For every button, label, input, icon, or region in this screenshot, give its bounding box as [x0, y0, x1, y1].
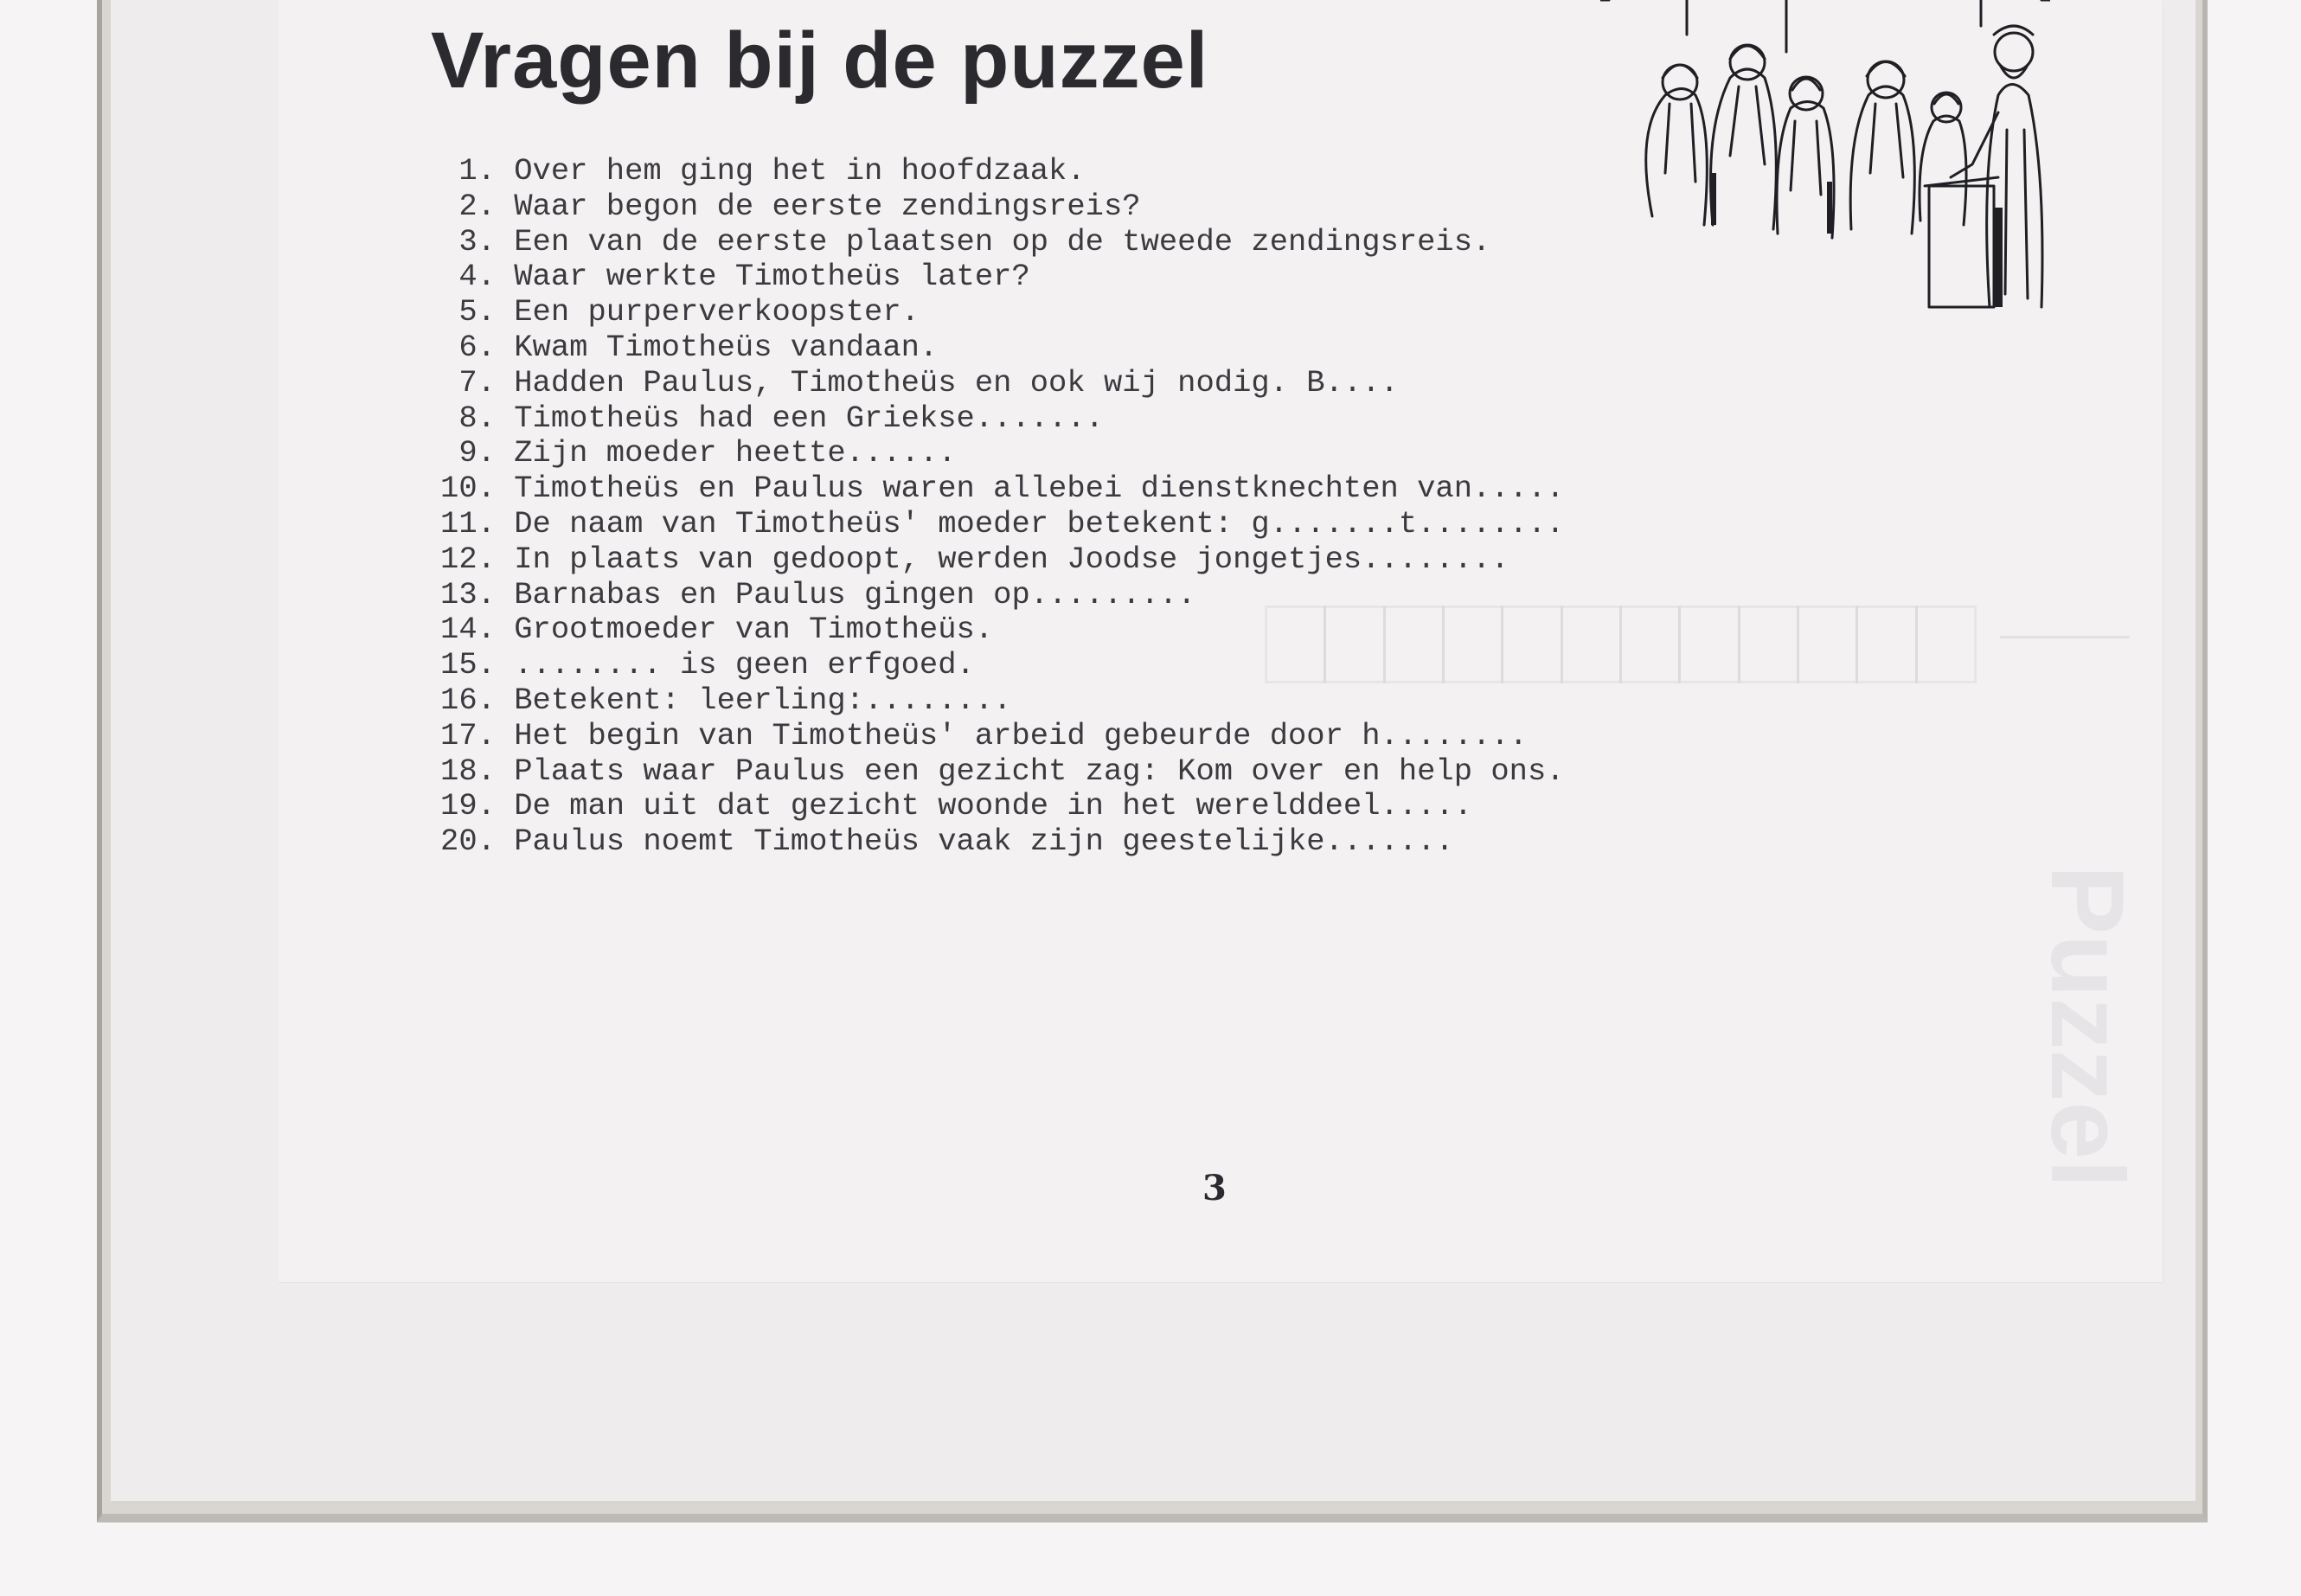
question-item	[407, 189, 1565, 225]
question-text: Kwam Timotheüs vandaan.	[514, 329, 939, 365]
question-number: 2.	[458, 188, 496, 224]
question-item	[407, 225, 1565, 260]
show-through-arrow	[2000, 636, 2130, 638]
question-number: 9.	[458, 435, 496, 471]
question-item	[407, 719, 1565, 754]
question-number: 5.	[458, 294, 496, 330]
question-number: 12.	[440, 541, 496, 577]
question-text: Het begin van Timotheüs' arbeid gebeurde door h........	[514, 717, 1528, 753]
question-number: 20.	[440, 824, 496, 860]
question-number: 18.	[440, 753, 496, 789]
question-number: 15.	[440, 647, 496, 683]
question-item	[407, 295, 1565, 330]
question-item	[407, 754, 1565, 790]
question-text: In plaats van gedoopt, werden Joodse jongetjes........	[514, 541, 1509, 577]
question-number: 8.	[458, 400, 496, 436]
question-item	[407, 330, 1565, 366]
question-number: 10.	[440, 471, 496, 507]
question-item	[407, 471, 1565, 507]
question-item	[407, 260, 1565, 295]
question-item	[407, 401, 1565, 437]
question-text: Timotheüs had een Griekse.......	[514, 400, 1104, 436]
question-text: Een van de eerste plaatsen op de tweede zendingsreis.	[514, 223, 1491, 260]
page-title: Vragen bij de puzzel	[431, 16, 1209, 105]
question-number: 11.	[440, 505, 496, 542]
question-item	[407, 612, 1565, 648]
question-number: 19.	[440, 788, 496, 824]
question-item	[407, 154, 1565, 189]
question-text: Barnabas en Paulus gingen op.........	[514, 576, 1196, 612]
question-number: 14.	[440, 612, 496, 648]
question-item	[407, 436, 1565, 471]
question-number: 1.	[458, 153, 496, 189]
question-number: 3.	[458, 223, 496, 260]
question-text: Betekent: leerling:........	[514, 682, 1012, 718]
question-number: 13.	[440, 576, 496, 612]
question-text: De naam van Timotheüs' moeder betekent: g.......t........	[514, 505, 1565, 542]
question-text: Een purperverkoopster.	[514, 294, 920, 330]
question-number: 7.	[458, 364, 496, 401]
question-text: Waar werkte Timotheüs later?	[514, 259, 1030, 295]
question-text: Timotheüs en Paulus waren allebei dienstknechten van.....	[514, 471, 1565, 507]
question-number: 6.	[458, 329, 496, 365]
biblical-figures-illustration-icon	[1600, 0, 2050, 311]
question-number: 16.	[440, 682, 496, 718]
question-item	[407, 789, 1565, 824]
question-text: Plaats waar Paulus een gezicht zag: Kom over en help ons.	[514, 753, 1565, 789]
question-text: Hadden Paulus, Timotheüs en ook wij nodig. B....	[514, 364, 1399, 401]
question-text: Grootmoeder van Timotheüs.	[514, 612, 994, 648]
page-number: 3	[1202, 1168, 1227, 1208]
question-item	[407, 683, 1565, 719]
question-list	[407, 154, 1565, 860]
question-number: 4.	[458, 259, 496, 295]
show-through-text: Puzzel	[2029, 865, 2145, 1189]
question-text: Waar begon de eerste zendingsreis?	[514, 188, 1141, 224]
question-item	[407, 824, 1565, 860]
question-item	[407, 578, 1565, 613]
question-text: Over hem ging het in hoofdzaak.	[514, 153, 1086, 189]
question-item	[407, 648, 1565, 683]
question-item	[407, 507, 1565, 542]
question-text: ........ is geen erfgoed.	[514, 647, 975, 683]
question-text: Paulus noemt Timotheüs vaak zijn geestelijke.......	[514, 824, 1454, 860]
question-item	[407, 366, 1565, 401]
question-item	[407, 542, 1565, 578]
question-text: Zijn moeder heette......	[514, 435, 957, 471]
question-text: De man uit dat gezicht woonde in het werelddeel.....	[514, 788, 1473, 824]
question-number: 17.	[440, 717, 496, 753]
